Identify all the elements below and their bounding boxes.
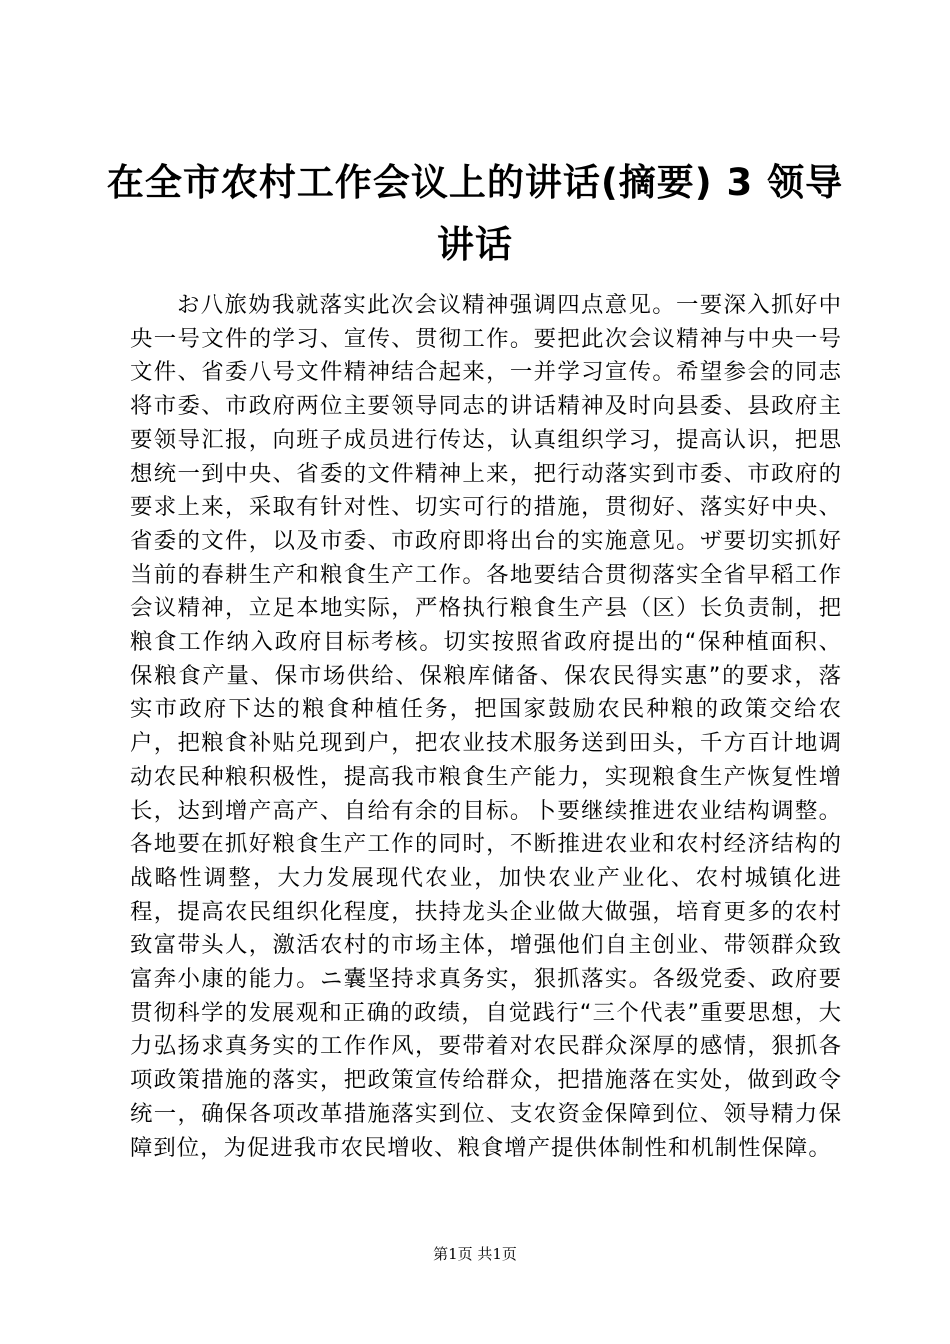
page-footer: 第1页 共1页 [433,1245,517,1263]
document-title: 在全市农村工作会议上的讲话(摘要) 3 领导讲话 [106,161,844,266]
document-body: お八旅妫我就落实此次会议精神强调四点意见。一要深入抓好中央一号文件的学习、宣传、贯彻工作。要把此次会议精神与中央一号文件、省委八号文件精神结合起来，一并学习宣传。希望参会的同志将市委、市政府两位主要领导同志的讲话精神及时向县委、县政府主要领导汇报，向班子成员进行传达，认真组织学习，提高认识，把思想统一到中央、省委的文件精神上来，把行动落实到市委、市政府的要求上来，采取有针对性、切实可行的措施，贯彻好、落实好中央、省委的文件，以及市委、市政府即将出台的实施意见。ザ要切实抓好当前的春耕生产和粮食生产工作。各地要结合贯彻落实全省早稻工作会议精神，立足本地实际，严格执行粮食生产县（区）长负责制，把粮食工作纳入政府目标考核。切实按照省政府提出的“保种植面积、保粮食产量、保市场供给、保粮库储备、保农民得实惠”的要求，落实市政府下达的粮食种植任务，把国家鼓励农民种粮的政策交给农户，把粮食补贴兑现到户，把农业技术服务送到田头，千方百计地调动农民种粮积极性，提高我市粮食生产能力，实现粮食生产恢复性增长，达到增产高产、自给有余的目标。卜要继续推进农业结构调整。各地要在抓好粮食生产工作的同时，不断推进农业和农村经济结构的战略性调整，大力发展现代农业，加快农业产业化、农村城镇化进程，提高农民组织化程度，扶持龙头企业做大做强，培育更多的农村致富带头人，激活农村的市场主体，增强他们自主创业、带领群众致富奔小康的能力。ニ囊坚持求真务实，狠抓落实。各级党委、政府要贯彻科学的发展观和正确的政绩，自觉践行“三个代表”重要思想，大力弘扬求真务实的工作作风，要带着对农民群众深厚的感情，狠抓各项政策措施的落实，把政策宣传给群众，把措施落在实处，做到政令统一，确保各项改革措施落实到位、支农资金保障到位、领导精力保障到位，为促进我市农民增收、粮食增产提供体制性和机制性保障。 [130,292,842,1161]
